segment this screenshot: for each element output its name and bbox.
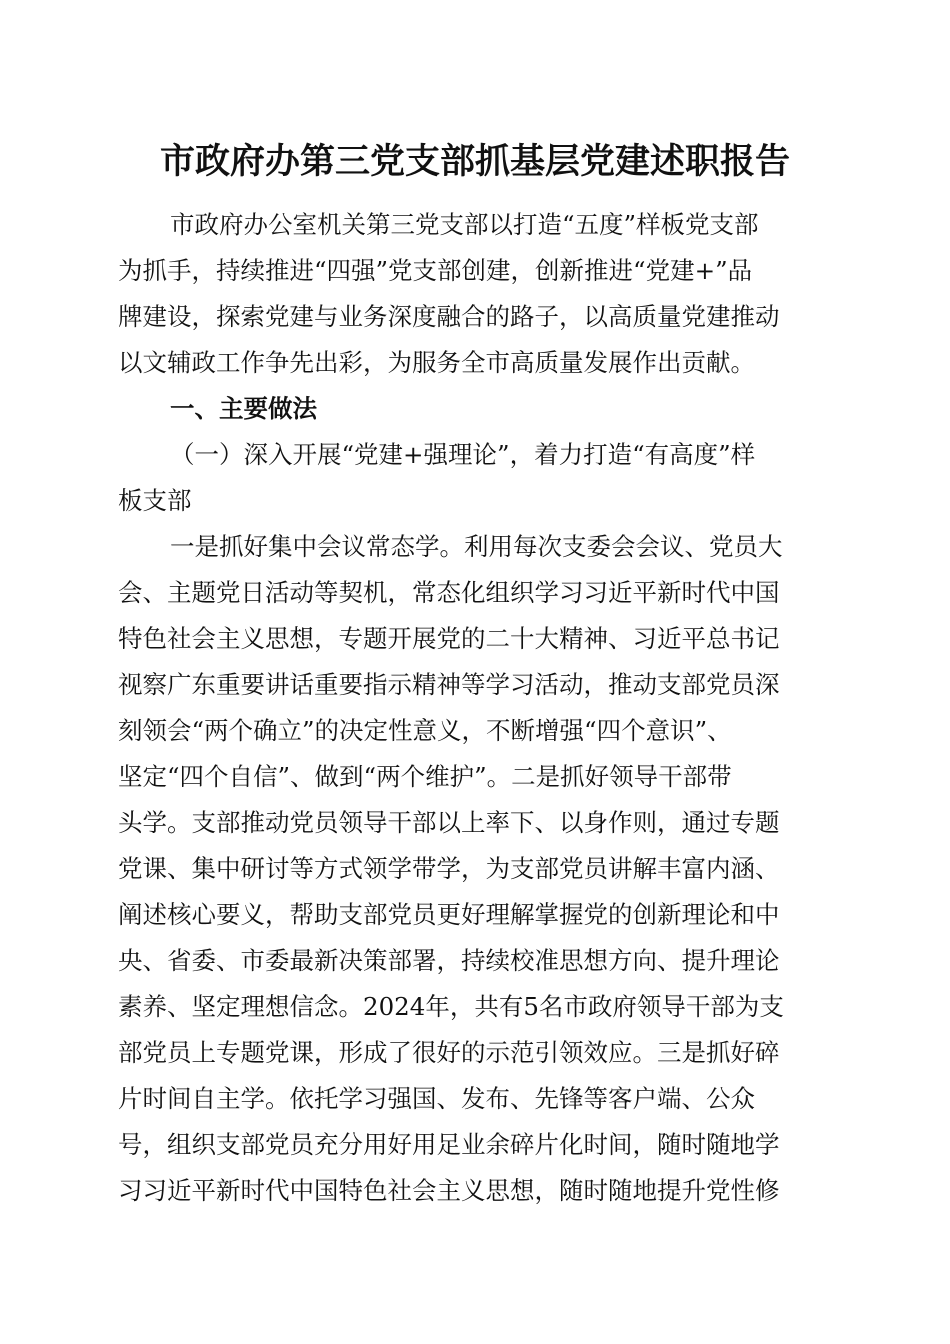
paragraph-line: 头学。支部推动党员领导干部以上率下、以身作则，通过专题 xyxy=(118,808,780,837)
paragraph-line: 牌建设，探索党建与业务深度融合的路子，以高质量党建推动 xyxy=(118,302,780,331)
document-title: 市政府办第三党支部抓基层党建述职报告 xyxy=(159,141,790,182)
paragraph-line: 一是抓好集中会议常态学。利用每次支委会会议、党员大 xyxy=(170,532,783,561)
paragraph-line: 特色社会主义思想，专题开展党的二十大精神、习近平总书记 xyxy=(118,624,780,653)
paragraph-line: 部党员上专题党课，形成了很好的示范引领效应。三是抓好碎 xyxy=(118,1038,780,1067)
paragraph-line: 党课、集中研讨等方式领学带学，为支部党员讲解丰富内涵、 xyxy=(118,854,780,883)
paragraph-line: 片时间自主学。依托学习强国、发布、先锋等客户端、公众 xyxy=(118,1084,755,1113)
paragraph-line: 会、主题党日活动等契机，常态化组织学习习近平新时代中国 xyxy=(118,578,780,607)
subsection-heading-line: （一）深入开展“党建+强理论”，着力打造“有高度”样 xyxy=(170,440,756,469)
paragraph-line: 视察广东重要讲话重要指示精神等学习活动，推动支部党员深 xyxy=(118,670,780,699)
paragraph-line: 央、省委、市委最新决策部署，持续校准思想方向、提升理论 xyxy=(118,946,780,975)
paragraph-line: 市政府办公室机关第三党支部以打造“五度”样板党支部 xyxy=(170,210,759,239)
paragraph-line: 为抓手，持续推进“四强”党支部创建，创新推进“党建+”品 xyxy=(118,256,753,285)
section-heading: 一、主要做法 xyxy=(170,394,317,423)
document-body xyxy=(118,202,830,1214)
paragraph-line: 素养、坚定理想信念。2024年，共有5名市政府领导干部为支 xyxy=(118,992,784,1021)
subsection-heading-line: 板支部 xyxy=(118,486,192,515)
paragraph-line: 习习近平新时代中国特色社会主义思想，随时随地提升党性修 xyxy=(118,1176,780,1205)
paragraph-line: 阐述核心要义，帮助支部党员更好理解掌握党的创新理论和中 xyxy=(118,900,780,929)
paragraph-line: 号，组织支部党员充分用好用足业余碎片化时间，随时随地学 xyxy=(118,1130,780,1159)
paragraph-line: 坚定“四个自信”、做到“两个维护”。二是抓好领导干部带 xyxy=(118,762,732,791)
paragraph-line: 刻领会“两个确立”的决定性意义，不断增强“四个意识”、 xyxy=(118,716,732,745)
paragraph-line: 以文辅政工作争先出彩，为服务全市高质量发展作出贡献。 xyxy=(118,348,755,377)
